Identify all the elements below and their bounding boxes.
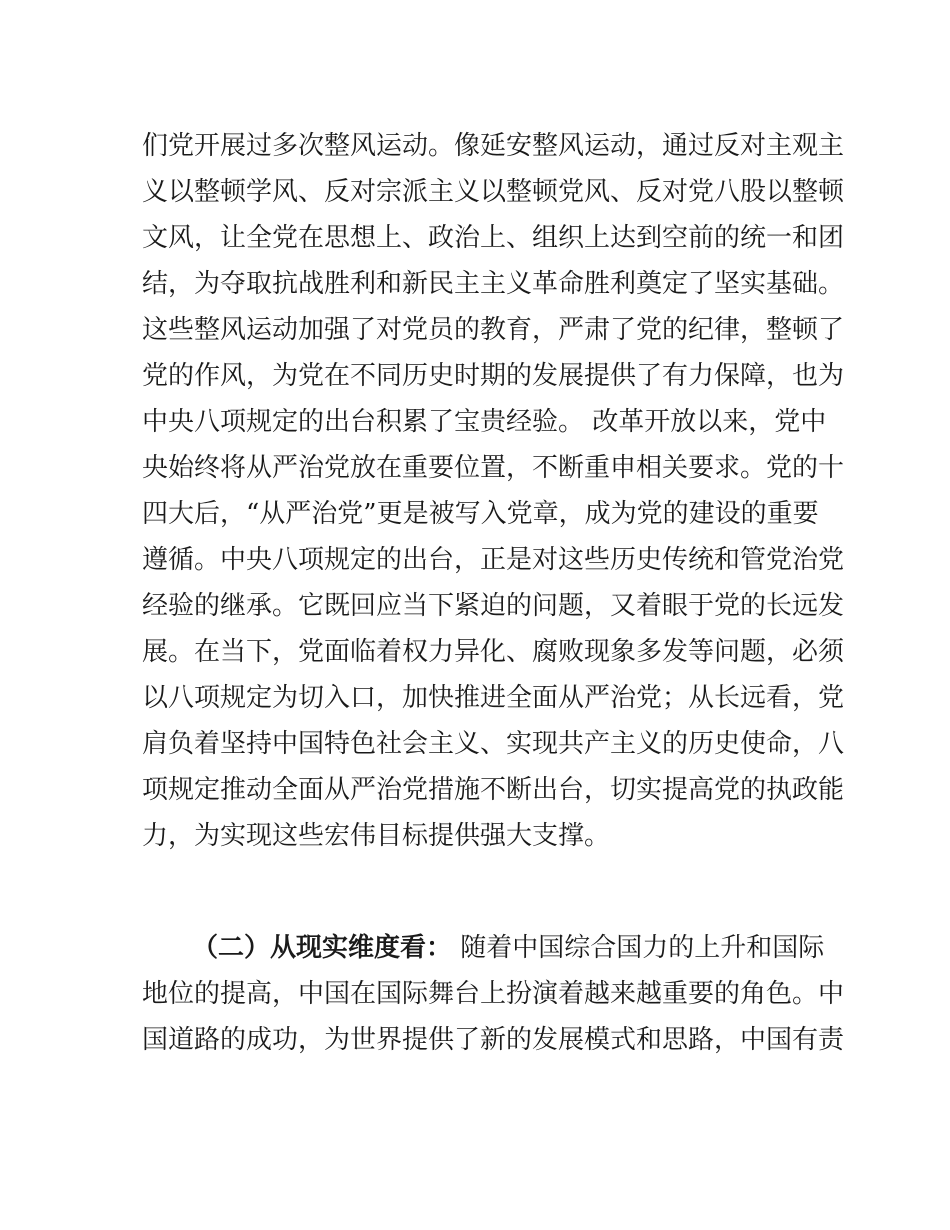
paragraph-first-line xyxy=(192,930,825,966)
paragraph-line: 义以整顿学风、反对宗派主义以整顿党风、反对党八股以整顿 xyxy=(142,177,845,207)
paragraph-line: 央始终将从严治党放在重要位置，不断重申相关要求。党的十 xyxy=(142,453,845,483)
paragraph-line: 中央八项规定的出台积累了宝贵经验。 改革开放以来，党中 xyxy=(142,407,827,437)
paragraph-line: 国道路的成功，为世界提供了新的发展模式和思路，中国有责 xyxy=(142,1025,845,1055)
paragraph-line: 展。在当下，党面临着权力异化、腐败现象多发等问题，必须 xyxy=(142,637,845,667)
paragraph-line: 这些整风运动加强了对党员的教育，严肃了党的纪律，整顿了 xyxy=(142,315,845,345)
paragraph-line: 遵循。中央八项规定的出台，正是对这些历史传统和管党治党 xyxy=(142,545,845,575)
section-heading: （二）从现实维度看： xyxy=(192,933,453,963)
paragraph-line: 以八项规定为切入口，加快推进全面从严治党；从长远看，党 xyxy=(142,683,845,713)
paragraph-line: 力，为实现这些宏伟目标提供强大支撑。 xyxy=(142,821,611,851)
paragraph-line: 经验的继承。它既回应当下紧迫的问题，又着眼于党的长远发 xyxy=(142,591,845,621)
paragraph-line: 项规定推动全面从严治党措施不断出台，切实提高党的执政能 xyxy=(142,775,845,805)
paragraph-line: 们党开展过多次整风运动。像延安整风运动，通过反对主观主 xyxy=(142,131,845,161)
paragraph-text: 随着中国综合国力的上升和国际 xyxy=(452,933,825,963)
paragraph-line: 四大后，“从严治党”更是被写入党章，成为党的建设的重要 xyxy=(142,499,819,529)
paragraph-line: 结，为夺取抗战胜利和新民主主义革命胜利奠定了坚实基础。 xyxy=(142,269,845,299)
paragraph-line: 地位的提高，中国在国际舞台上扮演着越来越重要的角色。中 xyxy=(142,979,845,1009)
paragraph-line: 肩负着坚持中国特色社会主义、实现共产主义的历史使命，八 xyxy=(142,729,845,759)
paragraph-line: 党的作风，为党在不同历史时期的发展提供了有力保障，也为 xyxy=(142,361,845,391)
paragraph-line: 文风，让全党在思想上、政治上、组织上达到空前的统一和团 xyxy=(142,223,845,253)
